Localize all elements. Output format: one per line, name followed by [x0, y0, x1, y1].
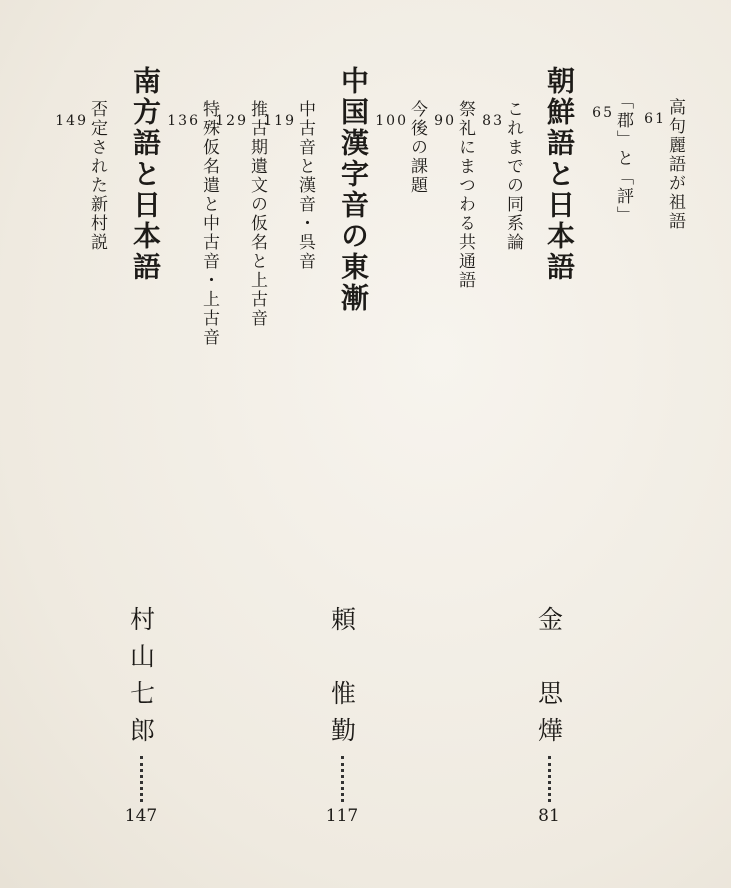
section-title: 中古音と漢音・呉音 [295, 100, 315, 271]
section-page: 149 [55, 113, 88, 129]
section-entry [263, 100, 313, 271]
chapter-author [534, 606, 564, 825]
section-entry [434, 100, 473, 290]
section-entry [644, 98, 683, 231]
section-page: 65 [592, 105, 614, 121]
section-entry [55, 100, 105, 252]
section-entry [592, 92, 631, 225]
chapter-author [327, 606, 357, 825]
leader-dots [140, 756, 143, 802]
author-name: 村山七郎 [126, 606, 156, 754]
section-title: 特殊仮名遣と中古音・上古音 [199, 100, 219, 347]
chapter-author [126, 606, 156, 825]
section-entry [167, 100, 217, 347]
section-title: 推古期遺文の仮名と上古音 [247, 100, 267, 328]
author-name: 金 思燁 [534, 606, 564, 754]
leader-dots [341, 756, 344, 802]
chapter-title: 朝鮮語と日本語 [543, 66, 576, 283]
section-page: 83 [482, 113, 504, 129]
section-page: 100 [375, 113, 408, 129]
section-title: 高句麗語が祖語 [665, 98, 685, 231]
section-page: 90 [434, 113, 456, 129]
section-entry [215, 100, 265, 328]
author-page: 81 [538, 806, 560, 826]
chapter-title: 中国漢字音の東漸 [337, 66, 370, 314]
section-entry [375, 100, 425, 195]
section-title: 否定された新村説 [87, 100, 107, 252]
section-title: 祭礼にまつわる共通語 [455, 100, 475, 290]
section-title: 今後の課題 [407, 100, 427, 195]
author-page: 147 [124, 806, 158, 826]
section-page: 119 [263, 113, 296, 129]
section-page: 136 [167, 113, 200, 129]
section-page: 129 [215, 113, 248, 129]
section-page: 61 [644, 111, 666, 127]
author-name: 頼 惟勤 [327, 606, 357, 754]
section-entry [482, 100, 521, 252]
author-page: 117 [325, 806, 359, 826]
chapter-title: 南方語と日本語 [129, 66, 162, 283]
section-title: これまでの同系論 [503, 100, 523, 252]
leader-dots [548, 756, 551, 802]
section-title: 「郡」と「評」 [613, 92, 633, 225]
